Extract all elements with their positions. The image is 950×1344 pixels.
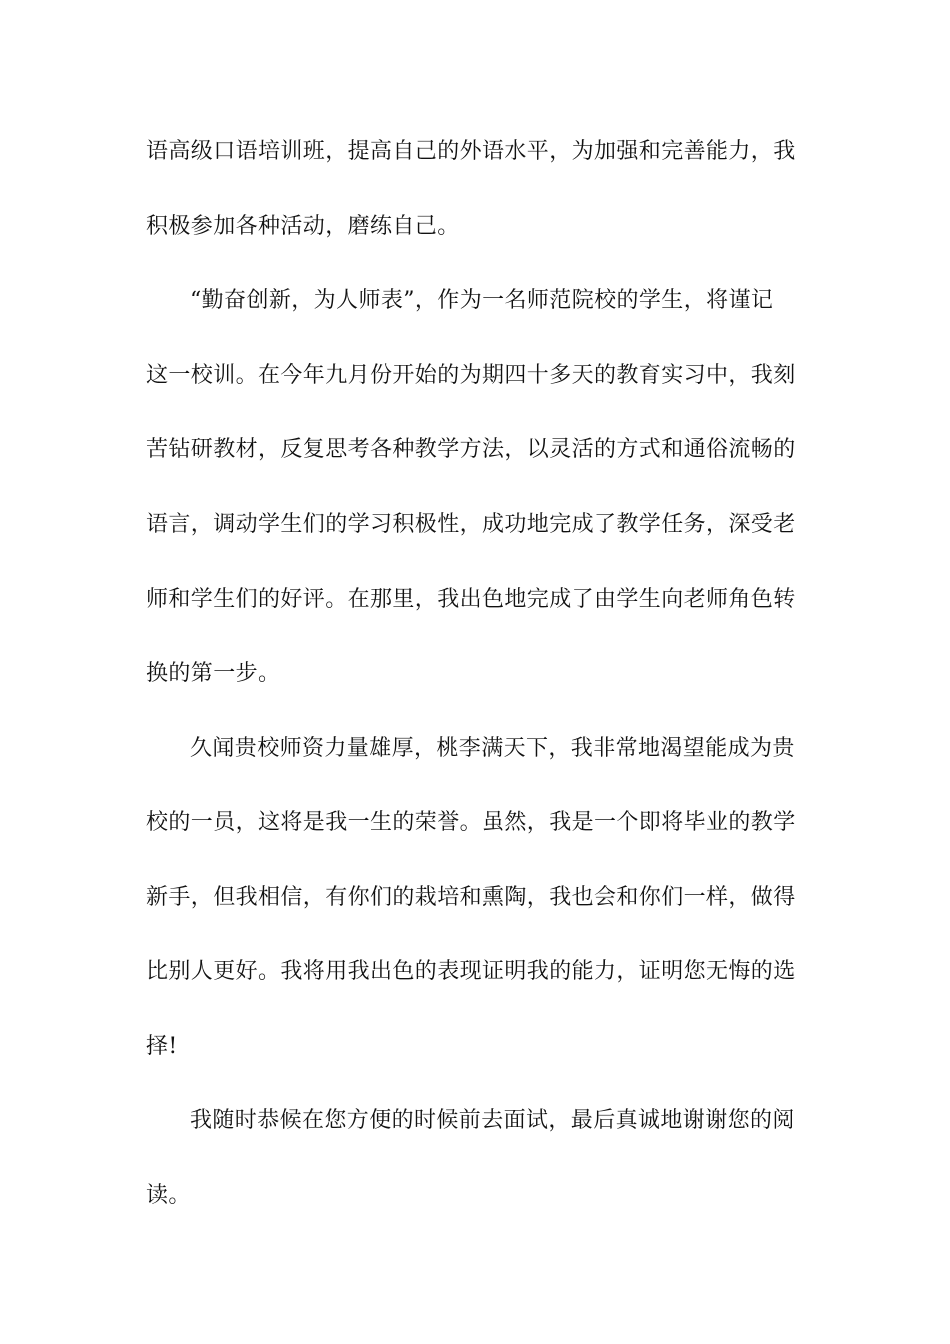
paragraph-start-line: 久闻贵校师资力量雄厚，桃李满天下，我非常地渴望能成为贵 <box>190 736 795 761</box>
text-line: 师和学生们的好评。在那里，我出色地完成了由学生向老师角色转 <box>146 587 796 612</box>
text-line: 新手，但我相信，有你们的栽培和熏陶，我也会和你们一样，做得 <box>146 885 796 910</box>
text-line: 积极参加各种活动，磨练自己。 <box>146 214 460 239</box>
paragraph-start-line: “勤奋创新，为人师表”，作为一名师范院校的学生，将谨记 <box>190 288 774 313</box>
paragraph-start-line: 我随时恭候在您方便的时候前去面试，最后真诚地谢谢您的阅 <box>190 1108 795 1133</box>
text-line: 择! <box>146 1034 178 1059</box>
text-line: 比别人更好。我将用我出色的表现证明我的能力，证明您无悔的选 <box>146 959 796 984</box>
text-line: 苦钻研教材，反复思考各种教学方法，以灵活的方式和通俗流畅的 <box>146 437 796 462</box>
text-line: 读。 <box>146 1183 191 1208</box>
text-line: 换的第一步。 <box>146 661 281 686</box>
text-line: 这一校训。在今年九月份开始的为期四十多天的教育实习中，我刻 <box>146 363 796 388</box>
text-line: 语高级口语培训班，提高自己的外语水平，为加强和完善能力，我 <box>146 139 796 164</box>
text-line: 校的一员，这将是我一生的荣誉。虽然，我是一个即将毕业的教学 <box>146 810 796 835</box>
text-line: 语言，调动学生们的学习积极性，成功地完成了教学任务，深受老 <box>146 512 796 537</box>
